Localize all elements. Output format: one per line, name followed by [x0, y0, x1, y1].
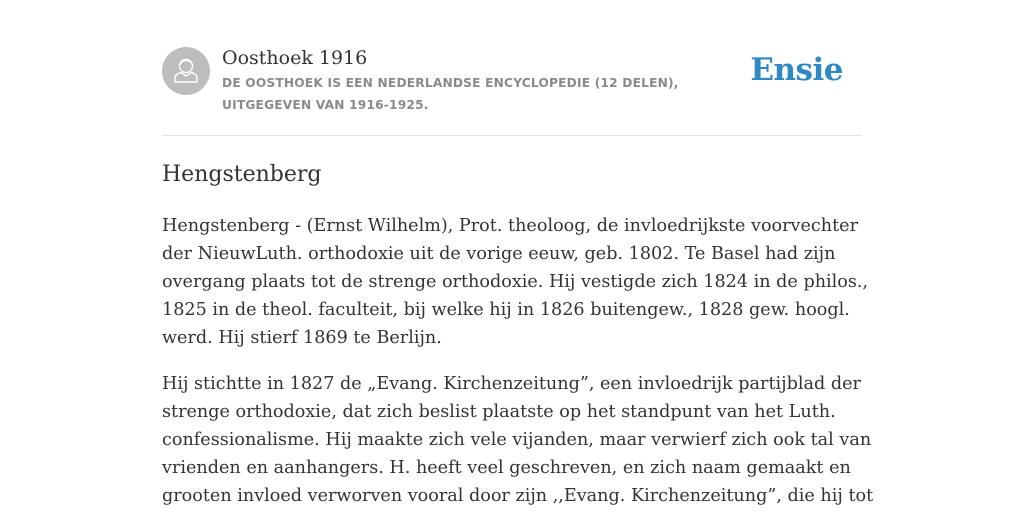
- header-divider: [162, 135, 862, 136]
- entry-paragraph: Hengstenberg - (Ernst Wilhelm), Prot. theoloog, de invloedrijkste voorvechter der NieuwLuth. orthodoxie uit de vorige eeuw, geb. 1802. Te Basel had zijn overgang plaats tot de strenge orthodoxie. Hij vestigde zich 1824 in de philos., 1825 in de theol. faculteit, bij welke hij in 1826 buitengew., 1828 gew. hoogl. werd. Hij stierf 1869 te Berlijn.: [162, 216, 869, 348]
- source-header: [162, 46, 862, 118]
- entry-paragraph: Hij stichtte in 1827 de „Evang. Kirchenzeitung”, een invloedrijk partijblad der strenge orthodoxie, dat zich beslist plaatste op het standpunt van het Luth. confessionalisme. Hij maakte zich vele vijanden, maar verwierf zich ook tal van vrienden en aanhangers. H. heeft veel geschreven, en zich naam gemaakt en grooten invloed verworven vooral door zijn ,,Evang. Kirchenzeitung”, die hij tot: [162, 374, 874, 506]
- entry-title: Hengstenberg: [162, 162, 322, 187]
- source-description: DE OOSTHOEK IS EEN NEDERLANDSE ENCYCLOPEDIE (12 DELEN), UITGEGEVEN VAN 1916-1925.: [222, 76, 679, 112]
- source-title[interactable]: Oosthoek 1916: [222, 47, 368, 69]
- avatar[interactable]: [162, 47, 210, 95]
- entry-body: [162, 212, 874, 512]
- ensie-logo[interactable]: Ensie: [750, 52, 843, 88]
- user-icon: [162, 47, 210, 95]
